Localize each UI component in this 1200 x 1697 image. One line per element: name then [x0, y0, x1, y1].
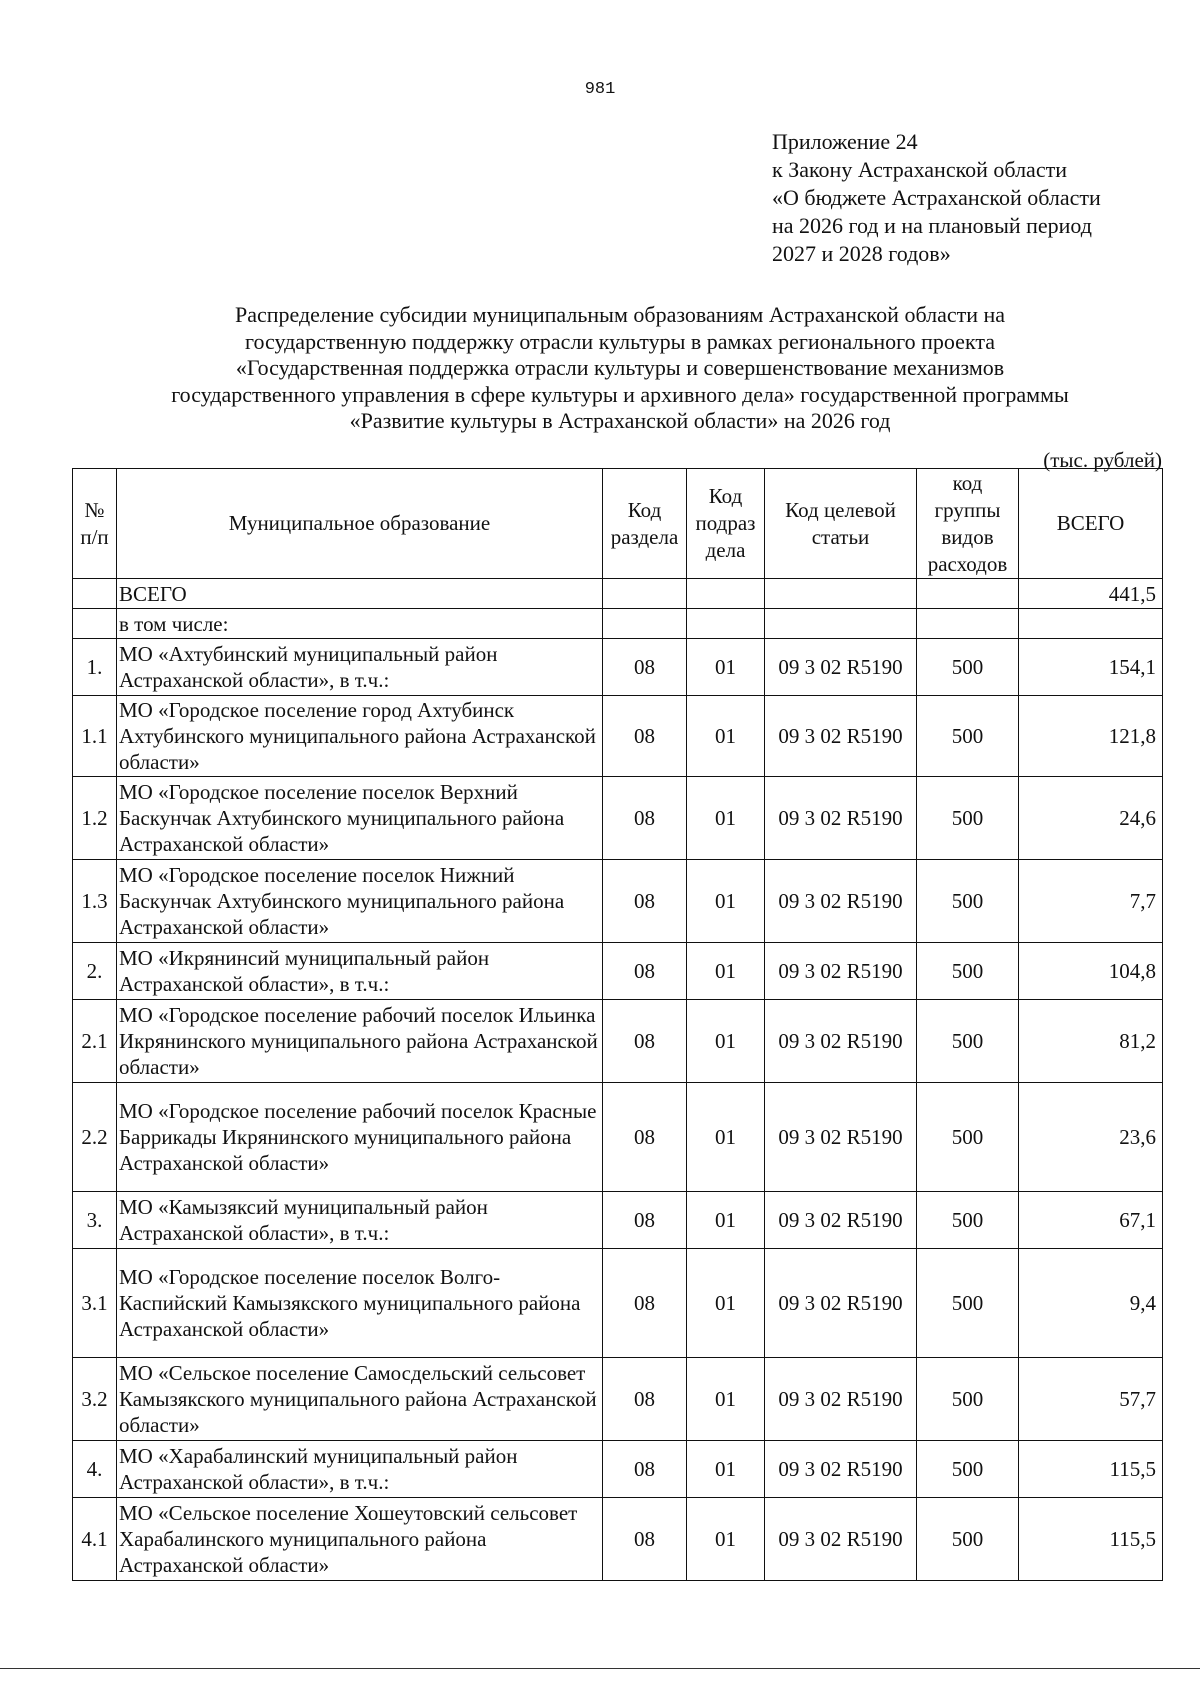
row-target-code: 09 3 02 R5190	[765, 943, 917, 1000]
row-total: 154,1	[1019, 639, 1163, 696]
table-row	[73, 1249, 1163, 1358]
row-section-code: 08	[603, 860, 687, 943]
title-line: государственную поддержку отрасли культуры в рамках регионального проекта	[245, 328, 995, 354]
row-municipality: МО «Ахтубинский муниципальный район Астраханской области», в т.ч.:	[117, 639, 603, 696]
page-number: 981	[584, 80, 616, 99]
table-row	[73, 777, 1163, 860]
row-subsection-code: 01	[687, 1441, 765, 1498]
table-row	[73, 943, 1163, 1000]
row-subsection-code: 01	[687, 777, 765, 860]
row-section-code: 08	[603, 696, 687, 777]
bottom-rule	[0, 1668, 1200, 1669]
row-num: 4.1	[73, 1498, 117, 1581]
table-row	[73, 1441, 1163, 1498]
row-group-code: 500	[917, 639, 1019, 696]
header-total: ВСЕГО	[1019, 469, 1163, 579]
row-group-code: 500	[917, 696, 1019, 777]
row-total: 57,7	[1019, 1358, 1163, 1441]
row-num: 4.	[73, 1441, 117, 1498]
row-num: 2.	[73, 943, 117, 1000]
row-target-code: 09 3 02 R5190	[765, 1498, 917, 1581]
row-section-code: 08	[603, 639, 687, 696]
row-total: 115,5	[1019, 1441, 1163, 1498]
units-label: (тыс. рублей)	[1043, 448, 1162, 472]
row-target-code: 09 3 02 R5190	[765, 1249, 917, 1358]
row-municipality: МО «Городское поселение рабочий поселок Ильинка Икрянинского муниципального района Астраханской области»	[117, 1000, 603, 1083]
row-section-code: 08	[603, 1498, 687, 1581]
row-total: 23,6	[1019, 1083, 1163, 1192]
row-subsection-code: 01	[687, 1358, 765, 1441]
row-section-code: 08	[603, 777, 687, 860]
row-municipality: МО «Сельское поселение Самосдельский сельсовет Камызякского муниципального района Астраханской области»	[117, 1358, 603, 1441]
row-section-code: 08	[603, 943, 687, 1000]
row-total: 7,7	[1019, 860, 1163, 943]
row-subsection-code: 01	[687, 1083, 765, 1192]
header-mo: Муниципальное образование	[117, 469, 603, 579]
table-row	[73, 1000, 1163, 1083]
table-row	[73, 860, 1163, 943]
row-group-code: 500	[917, 1441, 1019, 1498]
row-municipality: МО «Городское поселение рабочий поселок Красные Баррикады Икрянинского муниципального района Астраханской области»	[117, 1083, 603, 1192]
table-row	[73, 639, 1163, 696]
row-target-code: 09 3 02 R5190	[765, 1000, 917, 1083]
row-target-code: 09 3 02 R5190	[765, 1441, 917, 1498]
appendix-line: на 2026 год и на плановый период	[772, 213, 1092, 238]
appendix-line: к Закону Астраханской области	[772, 157, 1067, 182]
title-line: «Развитие культуры в Астраханской области» на 2026 год	[349, 408, 891, 433]
row-total: 24,6	[1019, 777, 1163, 860]
header-section: Код раздела	[603, 469, 687, 579]
title-line: государственного управления в сфере культуры и архивного дела» государственной программы	[171, 381, 1069, 407]
row-group-code: 500	[917, 1083, 1019, 1192]
row-subsection-code: 01	[687, 943, 765, 1000]
row-target-code: 09 3 02 R5190	[765, 860, 917, 943]
row-municipality: МО «Сельское поселение Хошеутовский сельсовет Харабалинского муниципального района Астраханской области»	[117, 1498, 603, 1581]
budget-table	[72, 468, 1163, 1581]
row-municipality: МО «Городское поселение поселок Нижний Баскунчак Ахтубинского муниципального района Астраханской области»	[117, 860, 603, 943]
total-row-value: 441,5	[1019, 579, 1163, 609]
row-num: 3.	[73, 1192, 117, 1249]
row-num: 1.2	[73, 777, 117, 860]
row-num: 2.2	[73, 1083, 117, 1192]
row-total: 104,8	[1019, 943, 1163, 1000]
table-row	[73, 1083, 1163, 1192]
row-section-code: 08	[603, 1083, 687, 1192]
row-subsection-code: 01	[687, 860, 765, 943]
table-row	[73, 1358, 1163, 1441]
row-num: 1.	[73, 639, 117, 696]
row-total: 81,2	[1019, 1000, 1163, 1083]
total-row	[73, 579, 1163, 609]
including-row	[73, 609, 1163, 639]
row-total: 121,8	[1019, 696, 1163, 777]
row-group-code: 500	[917, 1249, 1019, 1358]
title-line: Распределение субсидии муниципальным образованиям Астраханской области на	[234, 302, 1006, 327]
row-num: 3.1	[73, 1249, 117, 1358]
appendix-line: «О бюджете Астраханской области	[772, 185, 1101, 210]
row-municipality: МО «Харабалинский муниципальный район Астраханской области», в т.ч.:	[117, 1441, 603, 1498]
row-group-code: 500	[917, 943, 1019, 1000]
table-row	[73, 1498, 1163, 1581]
row-group-code: 500	[917, 1498, 1019, 1581]
row-section-code: 08	[603, 1358, 687, 1441]
row-section-code: 08	[603, 1249, 687, 1358]
header-target: Код целевой статьи	[765, 469, 917, 579]
row-group-code: 500	[917, 1358, 1019, 1441]
row-subsection-code: 01	[687, 1192, 765, 1249]
table-header-row	[73, 469, 1163, 579]
header-group: код группы видов расходов	[917, 469, 1019, 579]
header-subsection: Код подраз дела	[687, 469, 765, 579]
row-num: 3.2	[73, 1358, 117, 1441]
table-row	[73, 696, 1163, 777]
total-row-label: ВСЕГО	[117, 579, 603, 609]
row-target-code: 09 3 02 R5190	[765, 696, 917, 777]
table-row	[73, 1192, 1163, 1249]
document-title	[120, 302, 1120, 435]
row-group-code: 500	[917, 1000, 1019, 1083]
row-municipality: МО «Городское поселение поселок Волго-Каспийский Камызякского муниципального района Астраханской области»	[117, 1249, 603, 1358]
row-section-code: 08	[603, 1192, 687, 1249]
row-municipality: МО «Городское поселение город Ахтубинск Ахтубинского муниципального района Астраханской области»	[117, 696, 603, 777]
header-num: № п/п	[73, 469, 117, 579]
row-group-code: 500	[917, 860, 1019, 943]
row-target-code: 09 3 02 R5190	[765, 1358, 917, 1441]
row-target-code: 09 3 02 R5190	[765, 639, 917, 696]
row-num: 1.3	[73, 860, 117, 943]
row-section-code: 08	[603, 1000, 687, 1083]
row-municipality: МО «Камызяксий муниципальный район Астраханской области», в т.ч.:	[117, 1192, 603, 1249]
row-section-code: 08	[603, 1441, 687, 1498]
row-target-code: 09 3 02 R5190	[765, 777, 917, 860]
appendix-line: Приложение 24	[772, 129, 918, 154]
row-num: 2.1	[73, 1000, 117, 1083]
row-total: 115,5	[1019, 1498, 1163, 1581]
row-group-code: 500	[917, 777, 1019, 860]
title-line: «Государственная поддержка отрасли культуры и совершенствование механизмов	[235, 355, 1005, 380]
row-subsection-code: 01	[687, 696, 765, 777]
row-subsection-code: 01	[687, 1000, 765, 1083]
row-group-code: 500	[917, 1192, 1019, 1249]
row-total: 9,4	[1019, 1249, 1163, 1358]
row-target-code: 09 3 02 R5190	[765, 1083, 917, 1192]
row-municipality: МО «Икрянинсий муниципальный район Астраханской области», в т.ч.:	[117, 943, 603, 1000]
row-subsection-code: 01	[687, 639, 765, 696]
row-total: 67,1	[1019, 1192, 1163, 1249]
row-subsection-code: 01	[687, 1249, 765, 1358]
appendix-block	[772, 128, 1101, 268]
row-subsection-code: 01	[687, 1498, 765, 1581]
row-num: 1.1	[73, 696, 117, 777]
appendix-line: 2027 и 2028 годов»	[772, 241, 951, 266]
row-target-code: 09 3 02 R5190	[765, 1192, 917, 1249]
row-municipality: МО «Городское поселение поселок Верхний Баскунчак Ахтубинского муниципального района Астраханской области»	[117, 777, 603, 860]
including-label: в том числе:	[117, 609, 603, 639]
